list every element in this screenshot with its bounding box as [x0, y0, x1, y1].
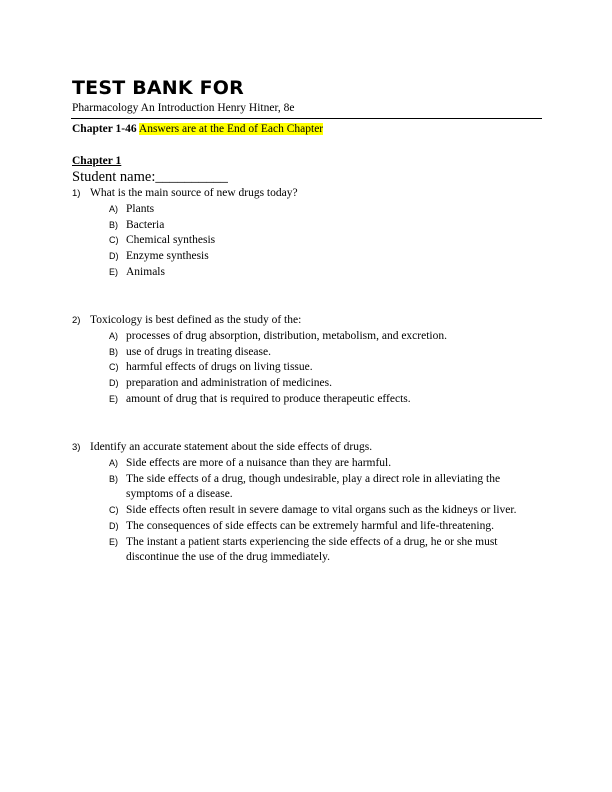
student-name-field: Student name:__________ — [72, 169, 228, 185]
option-letter: D) — [109, 520, 119, 531]
option-text: harmful effects of drugs on living tissue. — [126, 361, 313, 374]
option-letter: A) — [109, 331, 118, 341]
option-e — [72, 535, 542, 566]
answer-options — [72, 329, 542, 408]
book-subtitle: Pharmacology An Introduction Henry Hitner, 8e — [72, 102, 295, 114]
option-text: The consequences of side effects can be extremely harmful and life-threatening. — [126, 519, 494, 532]
option-c — [72, 360, 542, 376]
option-c — [72, 233, 542, 249]
question-2 — [72, 313, 542, 408]
option-d — [72, 519, 542, 535]
question-text: Toxicology is best defined as the study of the: — [90, 314, 302, 326]
option-letter: C) — [109, 235, 119, 246]
option-e — [72, 265, 542, 281]
option-d — [72, 376, 542, 392]
option-text: amount of drug that is required to produce therapeutic effects. — [126, 392, 411, 405]
header-divider — [71, 118, 542, 119]
option-letter: B) — [109, 473, 118, 484]
option-letter: B) — [109, 219, 118, 230]
answer-options — [72, 456, 542, 566]
option-letter: E) — [109, 393, 118, 404]
question-3 — [72, 440, 542, 566]
option-text: preparation and administration of medicines. — [126, 377, 332, 390]
option-b — [72, 218, 542, 234]
option-a — [72, 456, 542, 472]
option-text: Animals — [126, 265, 165, 278]
option-text: The instant a patient starts experiencing the side effects of a drug, he or she must discontinue the use of the drug immediately. — [126, 535, 498, 564]
answer-options — [72, 202, 542, 281]
option-e — [72, 392, 542, 408]
chapter-range-line — [72, 122, 323, 136]
option-letter: A) — [109, 204, 118, 214]
option-letter: C) — [109, 362, 119, 373]
option-letter: C) — [109, 505, 119, 516]
option-letter: E) — [109, 266, 118, 277]
option-b — [72, 472, 542, 503]
option-c — [72, 503, 542, 519]
option-letter: A) — [109, 458, 118, 468]
question-number: 2) — [72, 315, 81, 326]
option-text: use of drugs in treating disease. — [126, 345, 271, 358]
option-text: Side effects are more of a nuisance than they are harmful. — [126, 457, 392, 469]
question-stem — [72, 313, 542, 328]
option-letter: D) — [109, 251, 119, 262]
option-text: Enzyme synthesis — [126, 250, 209, 263]
question-1 — [72, 186, 542, 281]
option-text: processes of drug absorption, distribution, metabolism, and excretion. — [126, 330, 447, 342]
answers-note-highlight: Answers are at the End of Each Chapter — [138, 123, 324, 135]
question-number: 1) — [72, 188, 81, 199]
option-text: Side effects often result in severe damage to vital organs such as the kidneys or liver. — [126, 504, 517, 517]
option-letter: E) — [109, 536, 118, 547]
option-text: Bacteria — [126, 218, 165, 231]
chapter-range: Chapter 1-46 — [72, 123, 137, 135]
option-d — [72, 249, 542, 265]
chapter-heading: Chapter 1 — [72, 155, 122, 167]
option-a — [72, 329, 542, 345]
question-text: What is the main source of new drugs today? — [90, 187, 298, 199]
option-b — [72, 345, 542, 361]
option-text: Plants — [126, 203, 155, 215]
option-text: Chemical synthesis — [126, 234, 216, 247]
option-text: The side effects of a drug, though undesirable, play a direct role in alleviating the symptoms of a disease. — [126, 472, 501, 501]
option-a — [72, 202, 542, 218]
question-stem — [72, 186, 542, 201]
question-number: 3) — [72, 442, 81, 453]
document-title: TEST BANK FOR — [72, 77, 244, 99]
question-text: Identify an accurate statement about the side effects of drugs. — [90, 441, 373, 453]
option-letter: B) — [109, 346, 118, 357]
question-stem — [72, 440, 542, 455]
option-letter: D) — [109, 378, 119, 389]
